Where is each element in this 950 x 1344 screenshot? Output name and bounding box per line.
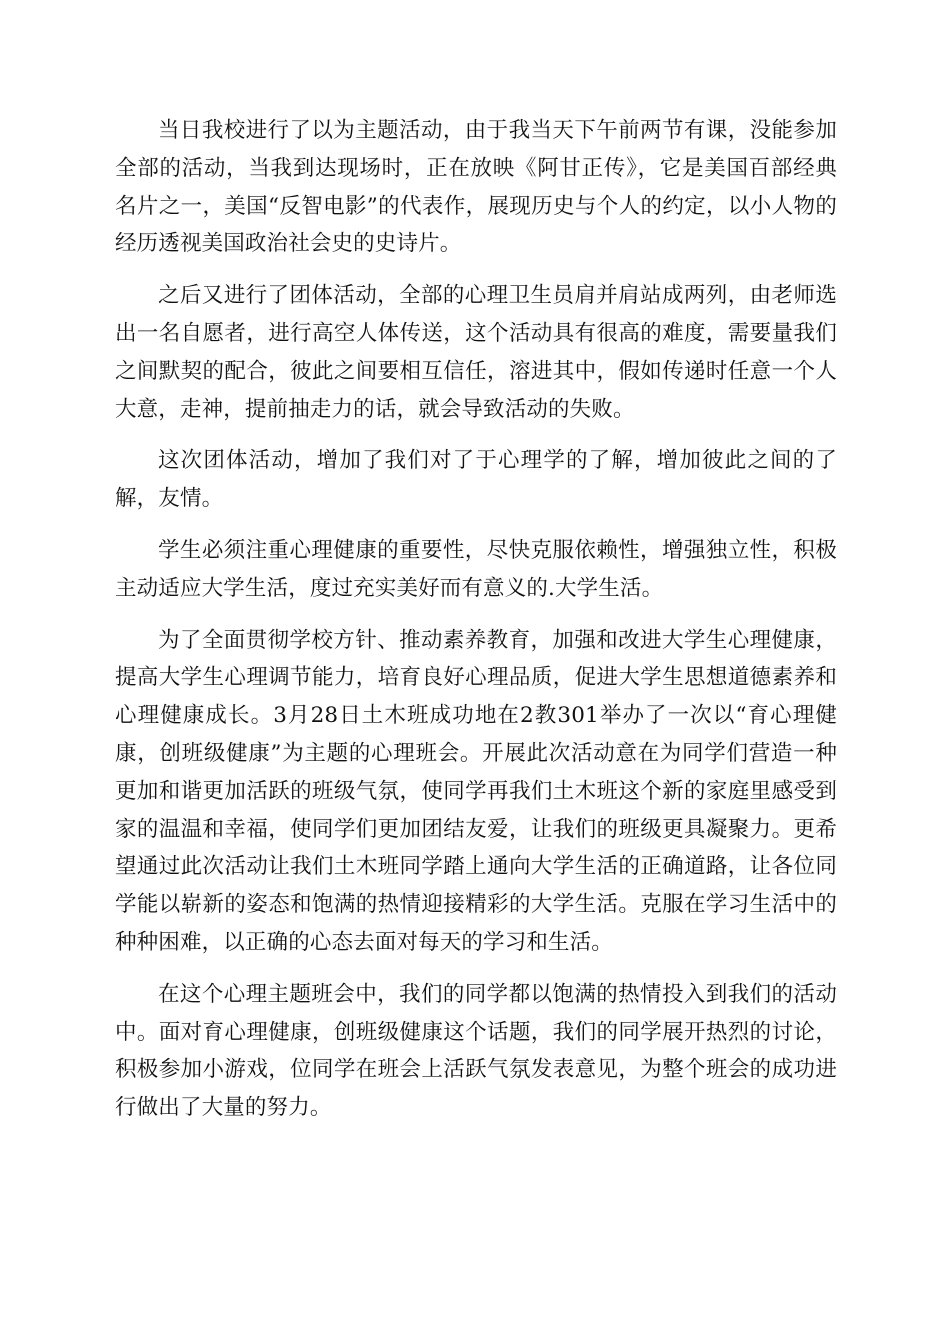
paragraph-4: 学生必须注重心理健康的重要性，尽快克服依赖性，增强独立性，积极主动适应大学生活，度过充实美好而有意义的.大学生活。 bbox=[115, 537, 837, 601]
paragraph-1: 当日我校进行了以为主题活动，由于我当天下午前两节有课，没能参加全部的活动，当我到达现场时，正在放映《阿甘正传》，它是美国百部经典名片之一，美国“反智电影”的代表作，展现历史与个人的约定，以小人物的经历透视美国政治社会史的史诗片。 bbox=[115, 118, 837, 257]
paragraph-2: 之后又进行了团体活动，全部的心理卫生员肩并肩站成两列，由老师选出一名自愿者，进行高空人体传送，这个活动具有很高的难度，需要量我们之间默契的配合，彼此之间要相互信任，溶进其中，假如传递时任意一个人大意，走神，提前抽走力的话，就会导致活动的失败。 bbox=[115, 283, 837, 422]
paragraph-6: 在这个心理主题班会中，我们的同学都以饱满的热情投入到我们的活动中。面对育心理健康，创班级健康这个话题，我们的同学展开热烈的讨论，积极参加小游戏，位同学在班会上活跃气氛发表意见，为整个班会的成功进行做出了大量的努力。 bbox=[115, 981, 837, 1121]
paragraph-3: 这次团体活动，增加了我们对了于心理学的了解，增加彼此之间的了解，友情。 bbox=[115, 448, 837, 512]
document-body bbox=[115, 112, 837, 1127]
paragraph-5: 为了全面贯彻学校方针、推动素养教育，加强和改进大学生心理健康，提高大学生心理调节能力，培育良好心理品质，促进大学生思想道德素养和心理健康成长。3月28日土木班成功地在2教301举办了一次以“育心理健康，创班级健康”为主题的心理班会。开展此次活动意在为同学们营造一种更加和谐更加活跃的班级气氛，使同学再我们土木班这个新的家庭里感受到家的温温和幸福，使同学们更加团结友爱，让我们的班级更具凝聚力。更希望通过此次活动让我们土木班同学踏上通向大学生活的正确道路，让各位同学能以崭新的姿态和饱满的热情迎接精彩的大学生活。克服在学习生活中的种种困难，以正确的心态去面对每天的学习和生活。 bbox=[115, 627, 837, 955]
